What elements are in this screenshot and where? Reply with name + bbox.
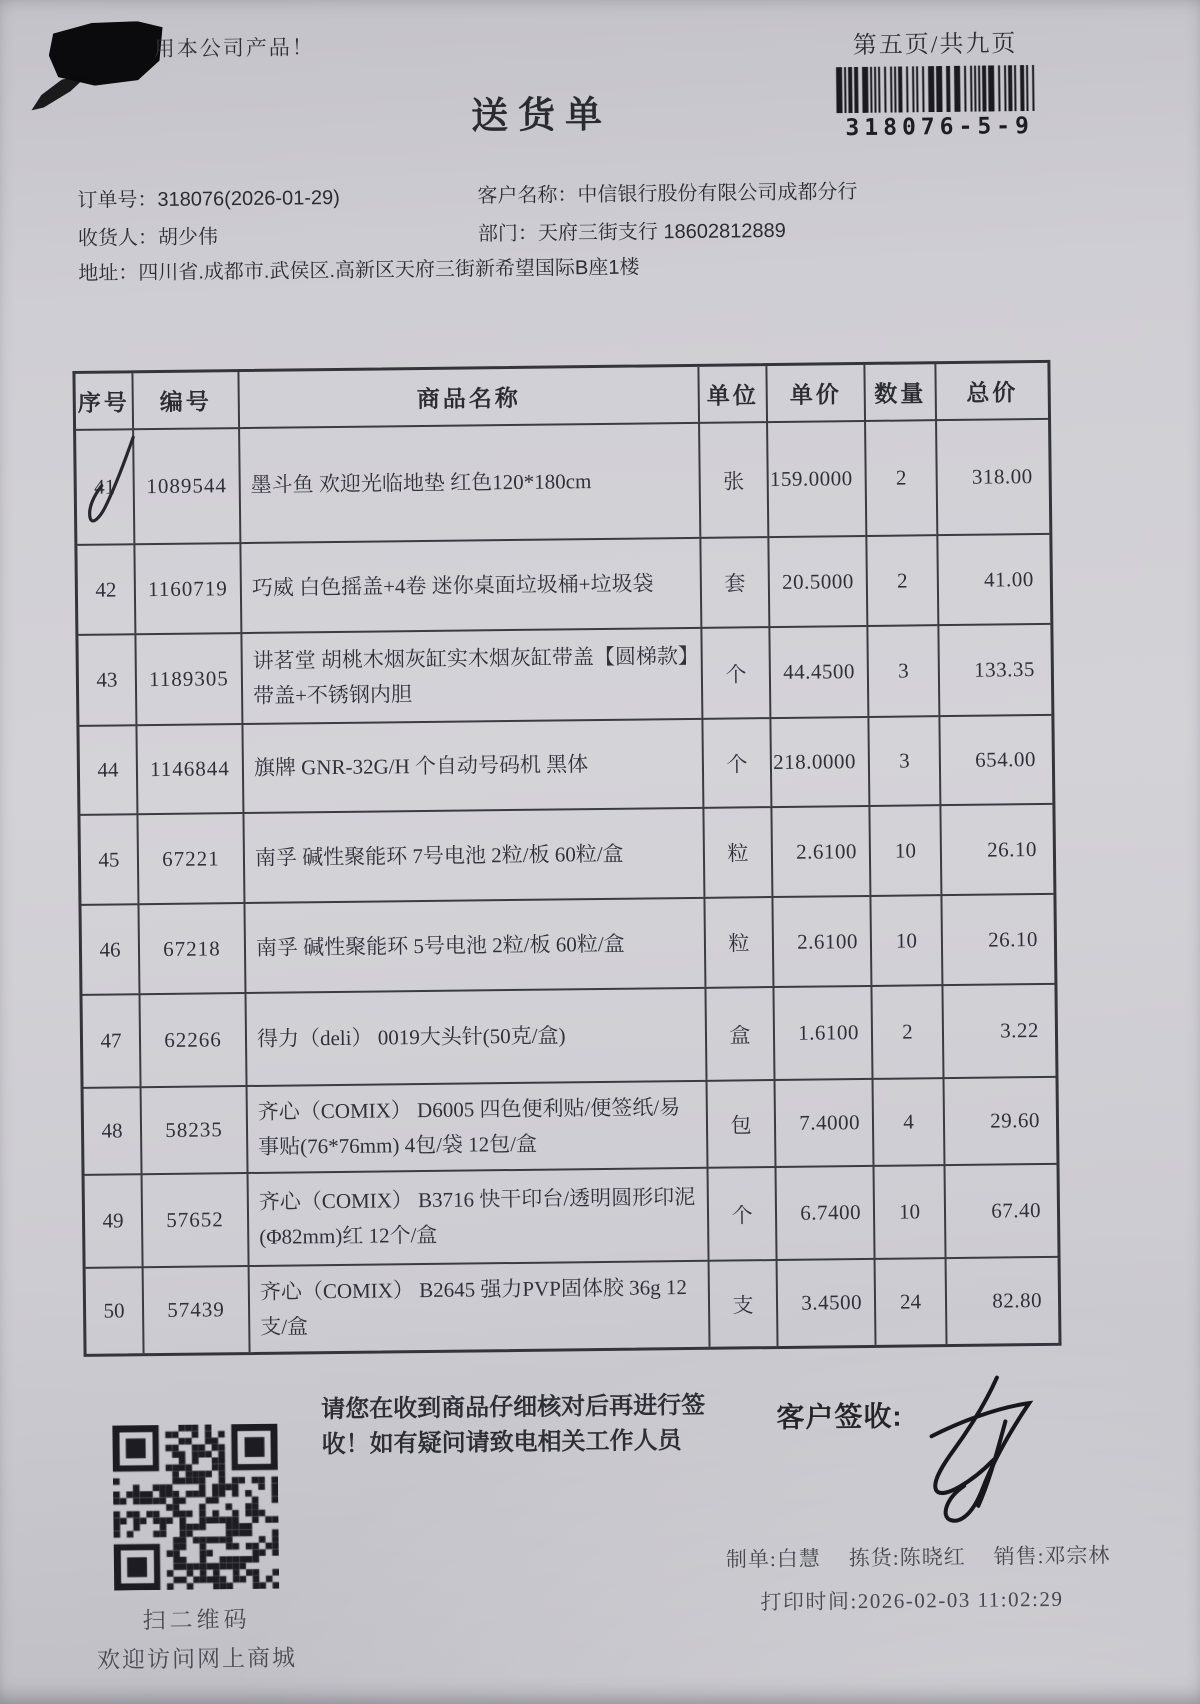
cell-price: 7.4000 <box>773 1078 872 1166</box>
cell-name: 南孚 碱性聚能环 7号电池 2粒/板 60粒/盒 <box>242 807 703 902</box>
table-row <box>84 1076 1057 1174</box>
cell-seq: 45 <box>80 813 137 904</box>
cell-qty: 2 <box>864 419 936 535</box>
cell-name: 讲茗堂 胡桃木烟灰缸实木烟灰缸带盖【圆梯款】带盖+不锈钢内胆 <box>240 627 701 723</box>
cell-price: 2.6100 <box>770 805 869 896</box>
cell-total: 41.00 <box>936 533 1050 624</box>
customer-line <box>477 175 857 208</box>
header-name: 商品名称 <box>237 367 698 427</box>
receiver-value: 胡少伟 <box>157 226 219 249</box>
cell-seq: 48 <box>84 1086 141 1174</box>
cell-total: 67.40 <box>943 1163 1057 1257</box>
seller-field: 销售:邓宗林 <box>993 1543 1111 1569</box>
qr-code-icon <box>112 1424 279 1591</box>
cell-name: 旗牌 GNR-32G/H 个自动号码机 黑体 <box>241 718 702 812</box>
header-code: 编号 <box>131 372 238 428</box>
cell-price: 2.6100 <box>771 895 870 986</box>
cell-name: 巧威 白色摇盖+4卷 迷你桌面垃圾桶+垃圾袋 <box>239 537 700 632</box>
table-row <box>85 1163 1058 1267</box>
order-number-line <box>77 181 340 213</box>
cell-name: 墨斗鱼 欢迎光临地垫 红色120*180cm <box>238 422 699 542</box>
cell-seq: 47 <box>82 993 139 1087</box>
department-label: 部门： <box>477 222 539 246</box>
barcode-image <box>834 65 1043 113</box>
cell-seq: 43 <box>78 633 135 725</box>
page-title: 送货单 <box>470 94 613 138</box>
maker-field: 制单:白慧 <box>725 1546 821 1572</box>
qr-caption-1: 扫二维码 <box>142 1607 251 1634</box>
cell-qty: 2 <box>870 984 942 1078</box>
cell-name: 齐心（COMIX） B2645 强力PVP固体胶 36g 12支/盒 <box>248 1260 709 1352</box>
qr-block <box>94 1424 297 1675</box>
cell-total: 318.00 <box>935 418 1049 534</box>
table-row <box>77 533 1050 634</box>
barcode-number: 318076-5-9 <box>845 113 1035 142</box>
cell-price: 44.4500 <box>768 625 867 717</box>
cell-code: 1089544 <box>132 427 239 543</box>
cell-total: 3.22 <box>941 983 1055 1077</box>
cell-unit: 套 <box>699 536 768 627</box>
cell-unit: 个 <box>700 626 769 718</box>
cell-seq: 46 <box>81 903 138 994</box>
cell-code: 67218 <box>137 902 244 993</box>
department-value: 天府三街支行 18602812889 <box>537 219 786 245</box>
cell-code: 57439 <box>142 1265 249 1353</box>
cell-seq: 44 <box>79 724 136 814</box>
header-total: 总价 <box>934 363 1048 419</box>
cell-code: 57652 <box>141 1172 248 1266</box>
cell-qty: 3 <box>866 624 938 716</box>
cell-price: 1.6100 <box>772 985 871 1079</box>
handwritten-signature <box>901 1363 1053 1535</box>
table-row <box>86 1256 1059 1354</box>
handwritten-checkmark <box>81 433 142 534</box>
cell-qty: 24 <box>874 1257 946 1345</box>
cell-unit: 支 <box>708 1259 777 1347</box>
cell-code: 1146844 <box>135 723 242 813</box>
table-row <box>78 623 1051 725</box>
cell-code: 1160719 <box>133 542 240 633</box>
customer-value: 中信银行股份有限公司成都分行 <box>577 181 858 207</box>
cell-total: 133.35 <box>937 623 1051 715</box>
address-label: 地址： <box>78 262 139 285</box>
table-row <box>79 714 1052 814</box>
cell-code: 67221 <box>136 812 243 903</box>
cell-total: 26.10 <box>939 803 1053 894</box>
cell-unit: 张 <box>698 421 767 537</box>
cell-seq: 50 <box>86 1266 143 1354</box>
cell-qty: 4 <box>871 1077 943 1165</box>
barcode <box>834 65 1045 141</box>
page-indicator: 第五页/共九页 <box>852 31 1018 60</box>
cell-code: 58235 <box>140 1085 247 1173</box>
cell-seq: 49 <box>85 1173 142 1267</box>
top-note: 用本公司产品！ <box>153 35 315 62</box>
order-number-label: 订单号： <box>77 188 158 212</box>
cell-name: 南孚 碱性聚能环 5号电池 2粒/板 60粒/盒 <box>243 897 704 992</box>
header-qty: 数量 <box>863 364 935 420</box>
cell-total: 29.60 <box>942 1076 1056 1164</box>
receiver-line <box>78 220 218 251</box>
cell-qty: 10 <box>868 804 940 895</box>
cell-name: 齐心（COMIX） B3716 快干印台/透明圆形印泥(Φ82mm)红 12个/盒 <box>247 1167 708 1265</box>
table-row <box>81 893 1054 994</box>
cell-seq: 41 <box>76 428 133 544</box>
cell-price: 20.5000 <box>767 535 866 626</box>
cell-unit: 包 <box>706 1079 775 1167</box>
sign-notice: 请您在收到商品仔细核对后再进行签收！如有疑问请致电相关工作人员 <box>321 1391 706 1458</box>
qr-caption-2: 欢迎访问网上商城 <box>96 1645 298 1673</box>
cell-price: 218.0000 <box>769 716 868 806</box>
cell-total: 82.80 <box>945 1256 1059 1344</box>
cell-unit: 粒 <box>702 806 771 897</box>
cell-code: 62266 <box>138 992 245 1086</box>
address-value: 四川省.成都市.武侯区.高新区天府三街新希望国际B座1楼 <box>138 256 640 285</box>
table-row <box>76 418 1049 544</box>
cell-unit: 盒 <box>704 986 773 1080</box>
cell-qty: 10 <box>872 1164 944 1258</box>
department-line <box>478 214 786 246</box>
header-price: 单价 <box>765 365 864 421</box>
print-time: 打印时间:2026-02-03 11:02:29 <box>760 1586 1064 1615</box>
items-table <box>72 360 1061 1357</box>
header-seq: 序号 <box>77 390 130 416</box>
cell-price: 3.4500 <box>776 1258 875 1346</box>
customer-label: 客户名称： <box>477 184 578 208</box>
cell-unit: 个 <box>701 717 770 807</box>
cell-unit: 粒 <box>703 896 772 987</box>
table-row <box>82 983 1055 1087</box>
cell-name: 得力（deli） 0019大头针(50克/盒) <box>244 987 705 1085</box>
table-body <box>76 418 1058 1354</box>
address-line <box>78 251 639 286</box>
picker-field: 拣货:陈晓红 <box>848 1544 966 1571</box>
receiver-label: 收货人： <box>77 226 159 250</box>
cell-qty: 10 <box>869 894 941 985</box>
cell-total: 654.00 <box>938 714 1052 804</box>
cell-price: 6.7400 <box>774 1165 873 1259</box>
cell-seq: 42 <box>77 543 134 634</box>
cell-unit: 个 <box>706 1166 775 1260</box>
cell-name: 齐心（COMIX） D6005 四色便利贴/便签纸/易事贴(76*76mm) 4包/袋 12包/盒 <box>246 1080 707 1172</box>
table-row <box>80 803 1053 904</box>
order-number-value: 318076(2026-01-29) <box>157 186 340 211</box>
cell-qty: 3 <box>867 715 939 805</box>
header-unit: 单位 <box>697 366 766 422</box>
cell-code: 1189305 <box>134 632 241 724</box>
redaction-blackout <box>48 21 163 86</box>
customer-sign-label: 客户签收: <box>776 1400 903 1434</box>
staff-line <box>726 1539 1111 1573</box>
cell-price: 159.0000 <box>766 420 865 536</box>
cell-total: 26.10 <box>940 893 1054 984</box>
cell-qty: 2 <box>865 534 937 625</box>
